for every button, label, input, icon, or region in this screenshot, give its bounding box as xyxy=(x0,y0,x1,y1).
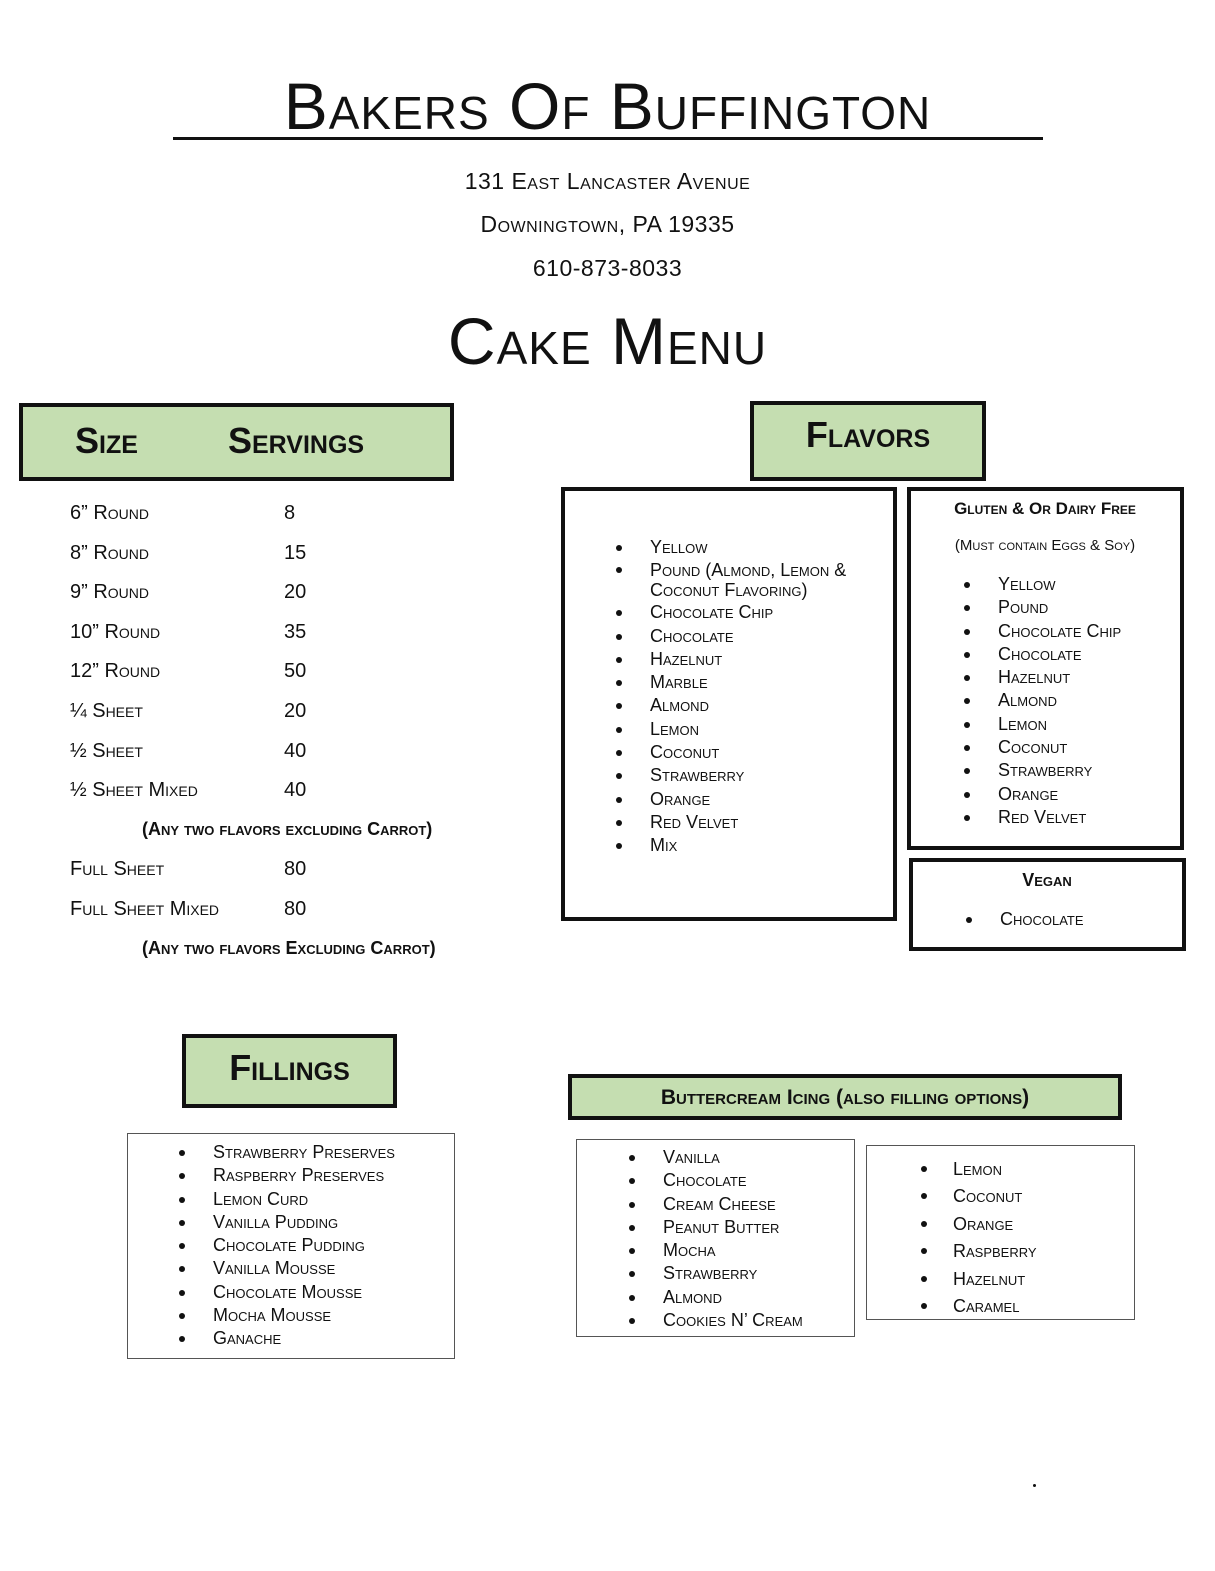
servings-value: 15 xyxy=(284,542,307,564)
mixed-note: (Any two flavors excluding Carrot) xyxy=(142,819,433,839)
servings-value: 80 xyxy=(284,898,307,920)
list-item: Coconut xyxy=(998,736,1121,759)
list-item: Vanilla xyxy=(663,1146,803,1169)
gluten-free-title: Gluten & Or Dairy Free xyxy=(954,499,1136,518)
fillings-header: Fillings xyxy=(182,1034,397,1108)
size-column-header: Size xyxy=(75,420,138,461)
buttercream-list-2 xyxy=(953,1156,1037,1320)
gluten-free-subtitle: (Must contain Eggs & Soy) xyxy=(954,537,1136,554)
list-item: Chocolate xyxy=(650,625,890,648)
list-item: Chocolate xyxy=(663,1169,803,1192)
size-label: ½ Sheet Mixed xyxy=(70,779,198,801)
list-item: Orange xyxy=(998,783,1121,806)
list-item: Hazelnut xyxy=(650,648,890,671)
servings-column-header: Servings xyxy=(228,420,365,461)
list-item: Yellow xyxy=(998,573,1121,596)
size-label: 9” Round xyxy=(70,581,150,603)
list-item: Chocolate Chip xyxy=(998,620,1121,643)
servings-value: 80 xyxy=(284,858,307,880)
buttercream-header: Buttercream Icing (also filling options) xyxy=(568,1074,1122,1120)
list-item: Pound xyxy=(998,596,1121,619)
list-item: Hazelnut xyxy=(998,666,1121,689)
list-item: Mocha xyxy=(663,1239,803,1262)
list-item: Cream Cheese xyxy=(663,1193,803,1216)
list-item: Strawberry xyxy=(998,759,1121,782)
gluten-free-list xyxy=(998,573,1121,829)
size-label: 12” Round xyxy=(70,660,161,682)
servings-value: 20 xyxy=(284,581,307,603)
title-underline xyxy=(173,137,1043,140)
list-item: Almond xyxy=(998,689,1121,712)
list-item: Coconut xyxy=(650,741,890,764)
buttercream-list-1 xyxy=(663,1146,803,1332)
list-item: Lemon xyxy=(998,713,1121,736)
list-item: Chocolate xyxy=(998,643,1121,666)
size-label: 6” Round xyxy=(70,502,150,524)
list-item: Strawberry Preserves xyxy=(213,1141,395,1164)
list-item: Yellow xyxy=(650,536,890,559)
menu-title: Cake Menu xyxy=(447,304,768,378)
phone-number: 610-873-8033 xyxy=(532,255,683,281)
list-item: Mocha Mousse xyxy=(213,1304,395,1327)
flavors-header: Flavors xyxy=(750,401,986,481)
bakery-name: Bakers Of Buffington xyxy=(283,69,932,143)
list-item: Pound (Almond, Lemon & Coconut Flavoring) xyxy=(650,559,890,601)
list-item: Chocolate Pudding xyxy=(213,1234,395,1257)
list-item: Lemon xyxy=(953,1156,1037,1183)
list-item: Caramel xyxy=(953,1293,1037,1320)
list-item: Hazelnut xyxy=(953,1266,1037,1293)
list-item: Ganache xyxy=(213,1327,395,1350)
address-line-2: Downingtown, PA 19335 xyxy=(480,211,735,237)
list-item: Vanilla Mousse xyxy=(213,1257,395,1280)
list-item: Lemon Curd xyxy=(213,1188,395,1211)
list-item: Orange xyxy=(953,1211,1037,1238)
list-item: Chocolate Chip xyxy=(650,601,890,624)
list-item: Marble xyxy=(650,671,890,694)
list-item: Strawberry xyxy=(650,764,890,787)
list-item: Raspberry Preserves xyxy=(213,1164,395,1187)
size-label: Full Sheet Mixed xyxy=(70,898,220,920)
list-item: Red Velvet xyxy=(650,811,890,834)
list-item: Cookies N’ Cream xyxy=(663,1309,803,1332)
servings-value: 35 xyxy=(284,621,307,643)
list-item: Chocolate Mousse xyxy=(213,1281,395,1304)
size-label: 10” Round xyxy=(70,621,161,643)
list-item: Vanilla Pudding xyxy=(213,1211,395,1234)
vegan-title: Vegan xyxy=(1022,870,1072,890)
servings-value: 20 xyxy=(284,700,307,722)
list-item: Mix xyxy=(650,834,890,857)
size-label: 8” Round xyxy=(70,542,150,564)
list-item: Almond xyxy=(663,1286,803,1309)
size-servings-header xyxy=(19,403,454,481)
servings-value: 40 xyxy=(284,779,307,801)
list-item: Almond xyxy=(650,694,890,717)
list-item: Coconut xyxy=(953,1183,1037,1210)
list-item: Red Velvet xyxy=(998,806,1121,829)
servings-value: 8 xyxy=(284,502,296,524)
list-item: Chocolate xyxy=(1000,909,1084,929)
list-item: Orange xyxy=(650,788,890,811)
list-item: Lemon xyxy=(650,718,890,741)
vegan-list xyxy=(1000,908,1084,931)
size-label: Full Sheet xyxy=(70,858,165,880)
fillings-list xyxy=(213,1141,395,1351)
address-line-1: 131 East Lancaster Avenue xyxy=(464,168,751,194)
list-item: Peanut Butter xyxy=(663,1216,803,1239)
servings-value: 40 xyxy=(284,740,307,762)
servings-value: 50 xyxy=(284,660,307,682)
mixed-note: (Any two flavors Excluding Carrot) xyxy=(142,938,436,958)
size-label: ¼ Sheet xyxy=(70,700,143,722)
size-label: ½ Sheet xyxy=(70,740,143,762)
list-item: Strawberry xyxy=(663,1262,803,1285)
stray-dot xyxy=(1033,1484,1036,1487)
list-item: Raspberry xyxy=(953,1238,1037,1265)
flavors-list xyxy=(650,536,890,858)
